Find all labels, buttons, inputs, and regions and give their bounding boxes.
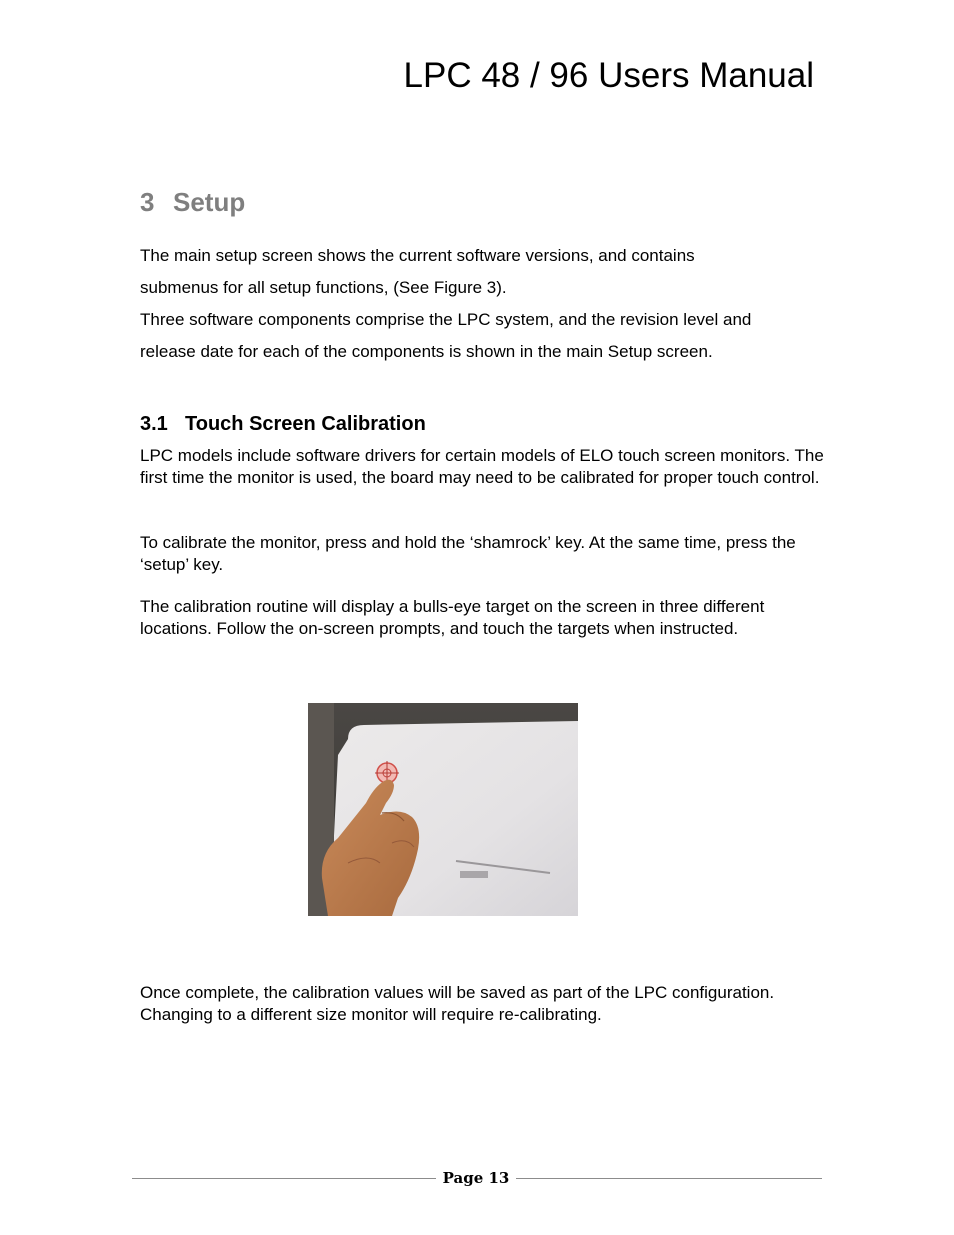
subsection-heading (140, 410, 426, 438)
document-title: LPC 48 / 96 Users Manual (403, 56, 814, 95)
setup-paragraph-2-line-1: Three software components comprise the LPC system, and the revision level and (140, 310, 752, 329)
calibration-paragraph-3: The calibration routine will display a bulls-eye target on the screen in three different locations. Follow the on-screen prompts, and touch the targets when instructed. (140, 597, 765, 638)
section-number: 3 (140, 187, 155, 217)
subsection-title: Touch Screen Calibration (185, 413, 426, 435)
setup-paragraph-1 (140, 240, 830, 304)
setup-paragraph-2-line-2: release date for each of the components is shown in the main Setup screen. (140, 342, 713, 361)
page-number: Page 13 (442, 1169, 510, 1187)
calibration-paragraph-4: Once complete, the calibration values will be saved as part of the LPC configuration. Changing to a different size monitor will require re-calibrating. (140, 983, 775, 1024)
section-heading (140, 184, 245, 220)
setup-paragraph-2 (140, 304, 830, 368)
setup-paragraph-1-line-2: submenus for all setup functions, (See Figure 3). (140, 278, 507, 297)
section-title: Setup (173, 187, 246, 217)
touch-calibration-image (308, 703, 578, 916)
setup-paragraph-1-line-1: The main setup screen shows the current software versions, and contains (140, 246, 695, 265)
footer-rule-left (132, 1178, 436, 1179)
calibration-paragraph-1: LPC models include software drivers for certain models of ELO touch screen monitors. The first time the monitor is used, the board may need to be calibrated for proper touch control. (140, 446, 824, 487)
footer-rule-right (516, 1178, 822, 1179)
subsection-number: 3.1 (140, 413, 168, 435)
calibration-photo (308, 703, 578, 916)
calibration-paragraph-2: To calibrate the monitor, press and hold the ‘shamrock’ key. At the same time, press the ‘setup’ key. (140, 533, 796, 574)
